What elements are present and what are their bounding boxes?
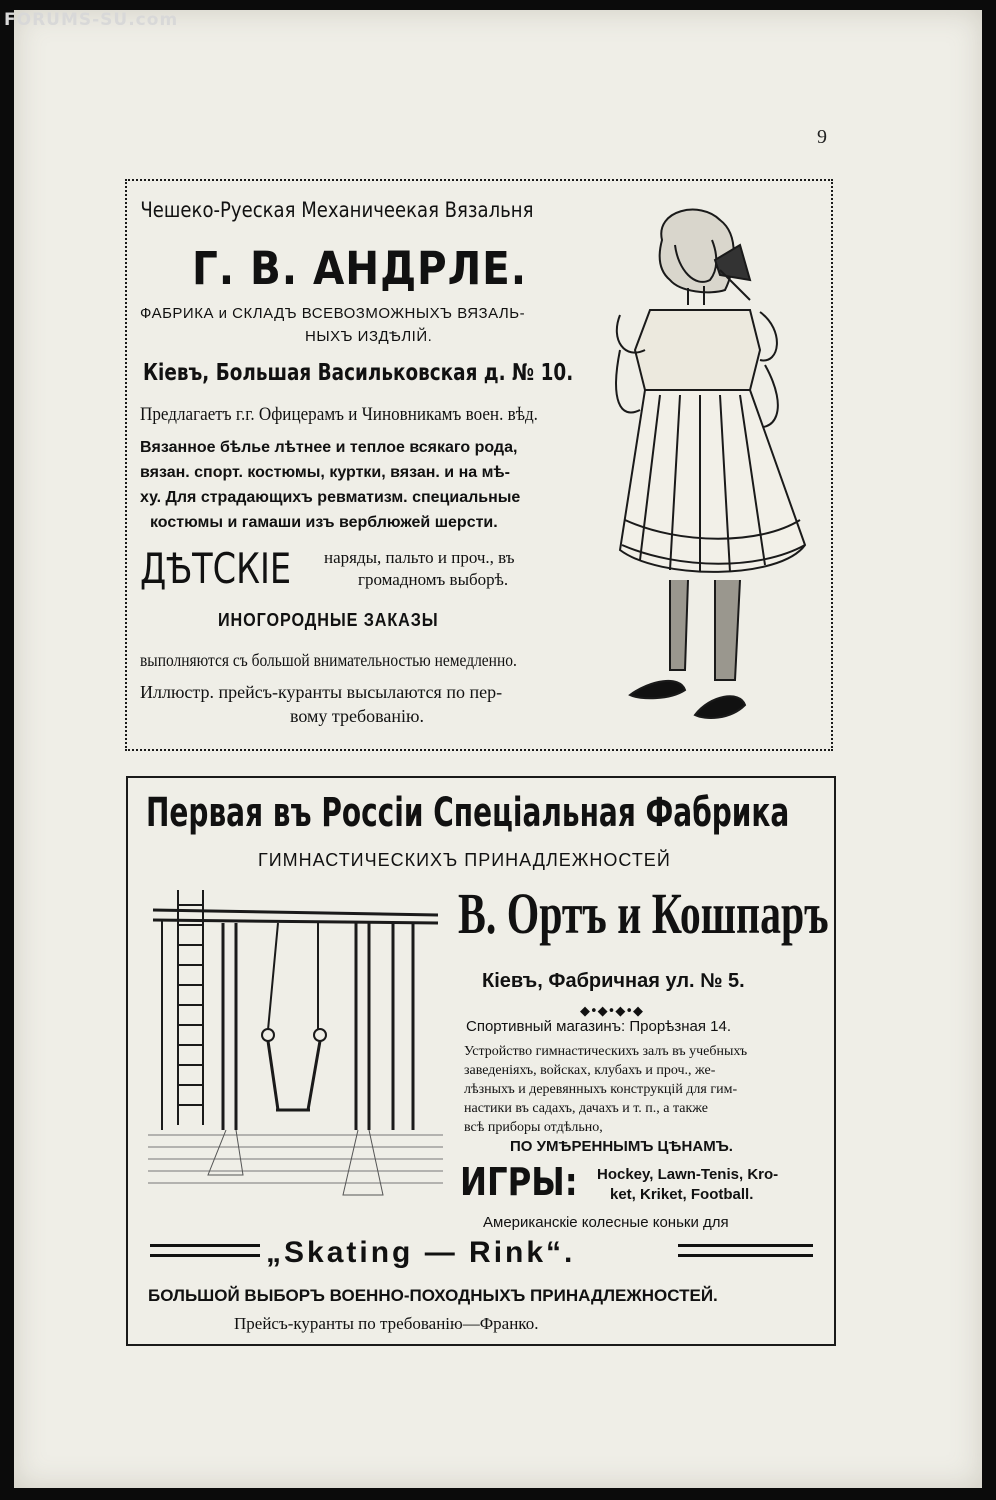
ad1-price1: Иллюстр. прейсъ-куранты высылаются по пер-: [140, 682, 503, 702]
ad2-franco: Прейсъ-куранты по требованію—Франко.: [234, 1314, 539, 1333]
ad2-games1: Hockey, Lawn-Tenis, Kro-: [597, 1166, 779, 1183]
ad2-shop: Спортивный магазинъ: Прорѣзная 14.: [466, 1018, 732, 1035]
girl-illustration: [600, 200, 810, 730]
ad1-kids-heading: ДѢТСКІЕ: [140, 544, 292, 593]
ad2-body4: настики въ садахъ, дачахъ и т. п., а также: [464, 1101, 708, 1116]
ad1-line9: ху. Для страдающихъ ревматизм. специальные: [140, 489, 521, 506]
ad2-games-label: ИГРЫ:: [460, 1160, 578, 1204]
ad1-company-type: Чешеко-Руеская Механичеекая Вязальня: [140, 198, 534, 222]
ad1-orders-text: выполняются съ большой внимательностью немедленно.: [140, 650, 517, 670]
ad2-body5: всѣ приборы отдѣльно,: [464, 1120, 603, 1135]
ad1-line8: вязан. спорт. костюмы, куртки, вязан. и на мѣ-: [140, 464, 510, 481]
ad1-line6: Предлагаетъ г.г. Офицерамъ и Чиновникамъ воен. вѣд.: [140, 404, 538, 425]
ad2-games2: ket, Kriket, Football.: [610, 1186, 754, 1203]
ad1-line3: ФАБРИКА и СКЛАДЪ ВСЕВОЗМОЖНЫХЪ ВЯЗАЛЬ-: [140, 305, 526, 322]
ad2-headline: Первая въ Россіи Спеціальная Фабрика: [146, 790, 790, 836]
ad1-line10: костюмы и гамаши изъ верблюжей шерсти.: [150, 514, 498, 531]
ad1-kids-text1: наряды, пальто и проч., въ: [324, 548, 515, 567]
ad1-kids-text2: громадномъ выборѣ.: [358, 570, 509, 589]
ad2-skates: Американскіе колесные коньки для: [483, 1214, 729, 1231]
ad1-title: Г. В. АНДРЛЕ.: [192, 242, 528, 295]
watermark: FORUMS-SU.com: [4, 10, 179, 30]
ad1-price2: вому требованію.: [290, 706, 424, 726]
ad1-line7: Вязанное бѣлье лѣтнее и теплое всякаго рода,: [140, 439, 518, 456]
ad2-address: Кіевъ, Фабричная ул. № 5.: [482, 970, 745, 992]
rink-rule-right-2: [678, 1254, 813, 1257]
ornament-icon: ◆•◆•◆•◆: [580, 1004, 643, 1019]
ad1-line4: НЫХЪ ИЗДѢЛІЙ.: [305, 328, 433, 345]
ad1-orders-heading: ИНОГОРОДНЫЕ ЗАКАЗЫ: [218, 610, 439, 630]
ad2-subhead: ГИМНАСТИЧЕСКИХЪ ПРИНАДЛЕЖНОСТЕЙ: [258, 850, 671, 870]
ad2-prices: ПО УМѢРЕННЫМЪ ЦѢНАМЪ.: [510, 1138, 733, 1155]
ad2-rink: „Skating — Rink“.: [266, 1236, 576, 1269]
page-number: 9: [817, 126, 827, 148]
rink-rule-right-1: [678, 1244, 813, 1247]
ad2-firm-name: В. Ортъ и Кошпаръ: [458, 881, 829, 946]
ad1-address: Кіевъ, Большая Васильковская д. № 10.: [143, 360, 574, 386]
ad2-body2: заведеніяхъ, войсках, клубахъ и проч., же-: [464, 1063, 716, 1078]
ad2-body3: лѣзныхъ и деревянныхъ конструкцій для гим-: [464, 1082, 738, 1097]
ad2-military: БОЛЬШОЙ ВЫБОРЪ ВОЕННО-ПОХОДНЫХЪ ПРИНАДЛЕЖНОСТЕЙ.: [148, 1286, 718, 1305]
rink-rule-left-1: [150, 1244, 260, 1247]
ad2-body1: Устройство гимнастическихъ залъ въ учебныхъ: [464, 1044, 748, 1059]
rink-rule-left-2: [150, 1254, 260, 1257]
gymnastics-frame-illustration: [148, 885, 448, 1230]
